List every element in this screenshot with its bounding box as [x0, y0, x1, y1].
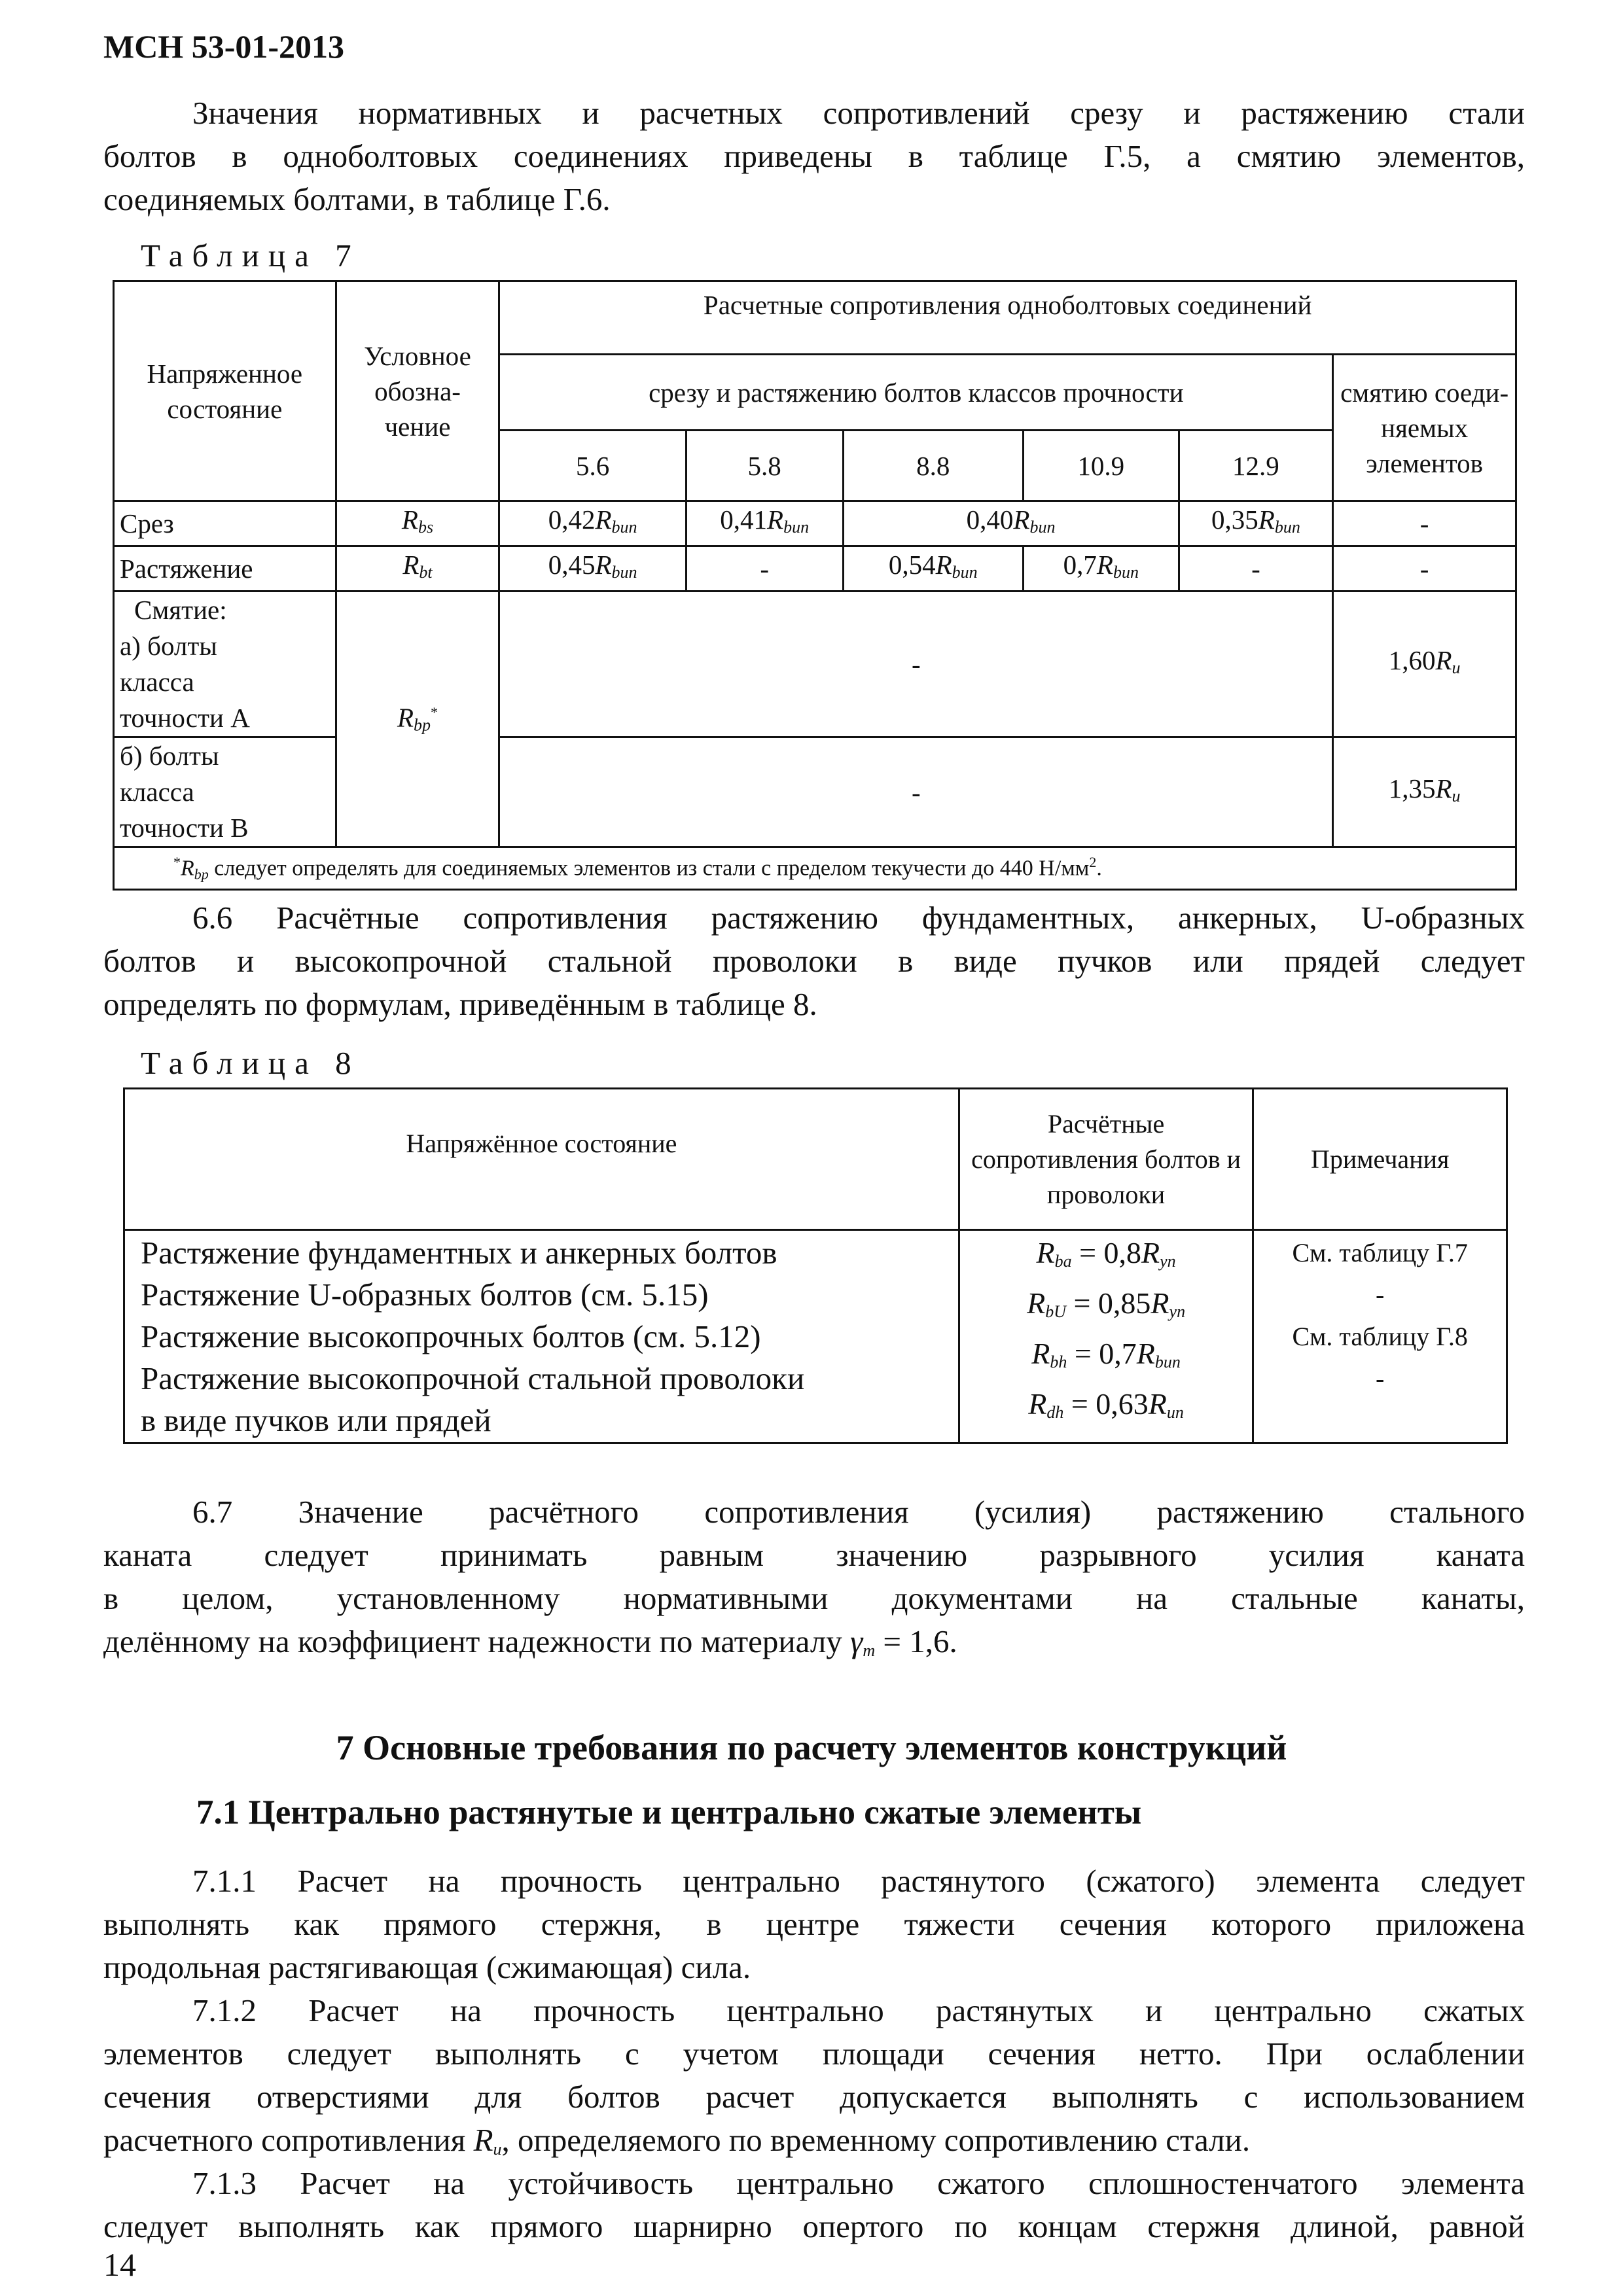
table8-state: Растяжение U-образных болтов (см. 5.15) — [141, 1277, 709, 1313]
table7-footnote: $^*R_{bp}$ следует определять для соединяемых элементов из стали с пределом текучести до 440 $Н/мм^2$. — [114, 847, 1516, 890]
table8-formula: $R_{bh} = 0,7R_{bun}$ — [1031, 1337, 1181, 1371]
paragraph-6-7 — [103, 1491, 1525, 1672]
table8-note: - — [1376, 1364, 1385, 1393]
table7-class: 12.9 — [1179, 431, 1333, 501]
table7-header-group: Расчетные сопротивления одноболтовых соединений — [499, 281, 1516, 355]
table7-cell-value: $0,7R_{bun}$ — [1024, 546, 1179, 592]
table7-cell-value: - — [686, 546, 843, 592]
intro-line: болтов в одноболтовых соединениях приведены в таблице Г.5, а смятию элементов, — [103, 138, 1525, 174]
table7-class: 8.8 — [843, 431, 1024, 501]
table8-formula: $R_{dh} = 0,63R_{un}$ — [1028, 1387, 1184, 1422]
table8-note: См. таблицу Г.8 — [1292, 1322, 1468, 1351]
page-number: 14 — [103, 2246, 136, 2283]
intro-line: соединяемых болтами, в таблице Г.6. — [103, 181, 611, 217]
table7-header-shear: срезу и растяжению болтов классов прочности — [499, 355, 1333, 431]
table7-row-crush-a — [114, 592, 1516, 737]
paragraph-line: каната следует принимать равным значению разрывного усилия каната — [103, 1537, 1525, 1573]
paragraph-line: сечения отверстиями для болтов расчет допускается выполнять с использованием — [103, 2079, 1525, 2115]
paragraph-line: 7.1.1 Расчет на прочность центрально растянутого (сжатого) элемента следует — [192, 1863, 1525, 1899]
table7-cell-value: $0,54R_{bun}$ — [843, 546, 1024, 592]
table7-caption: Таблица 7 — [141, 238, 361, 274]
table7-cell-empty: - — [499, 737, 1333, 847]
table8-header-notes: Примечания — [1253, 1089, 1507, 1230]
table7-cell-symbol: $R_{bp}^*$ — [336, 592, 499, 847]
paragraph-7-1-1 — [103, 1860, 1525, 1989]
table8-formula: $R_{bU} = 0,85R_{yn}$ — [1027, 1286, 1186, 1321]
table7-row-tension — [114, 546, 1516, 592]
table8-formula: $R_{ba} = 0,8R_{yn}$ — [1036, 1236, 1176, 1271]
table7-cell-value: $0,41R_{bun}$ — [686, 501, 843, 546]
table8-state: Растяжение фундаментных и анкерных болтов — [141, 1235, 777, 1271]
table7-header-symbol: Условное обозна-чение — [336, 281, 499, 501]
table7-cell-symbol: $R_{bt}$ — [336, 546, 499, 592]
table7-cell-state: б) болты класса точности В — [114, 737, 336, 847]
table7-cell-value: $0,40R_{bun}$ — [843, 501, 1179, 546]
table7-cell-bearing: $1,35R_u$ — [1333, 737, 1516, 847]
paragraph-6-6 — [103, 896, 1525, 1026]
paragraph-line: 6.7 Значение расчётного сопротивления (усилия) растяжению стального — [192, 1494, 1525, 1530]
paragraph-line: болтов и высокопрочной стальной проволоки в виде пучков или прядей следует — [103, 943, 1525, 979]
document-code: МСН 53-01-2013 — [103, 28, 344, 65]
paragraph-line: продольная растягивающая (сжимающая) сила. — [103, 1949, 751, 1985]
paragraph-line: делённому на коэффициент надежности по материалу $\gamma_m = 1,6$. — [103, 1623, 957, 1660]
table8-state: в виде пучков или прядей — [141, 1402, 491, 1438]
table7-cell-value: $0,45R_{bun}$ — [499, 546, 686, 592]
table7-cell-empty: - — [499, 592, 1333, 737]
table8-state: Растяжение высокопрочной стальной проволоки — [141, 1360, 805, 1396]
table7-class: 5.6 — [499, 431, 686, 501]
table8-states — [124, 1230, 959, 1443]
table8-header-resistance: Расчётные сопротивления болтов и проволоки — [959, 1089, 1253, 1230]
paragraph-line: расчетного сопротивления $R_u$, определяемого по временному сопротивлению стали. — [103, 2122, 1251, 2159]
table7-cell-state: Смятие: а) болты класса точности А — [114, 592, 336, 737]
table8-formulas — [959, 1230, 1253, 1443]
table7-cell-value: $0,42R_{bun}$ — [499, 501, 686, 546]
table7 — [113, 280, 1517, 891]
table7-class: 5.8 — [686, 431, 843, 501]
paragraph-line: выполнять как прямого стержня, в центре тяжести сечения которого приложена — [103, 1906, 1525, 1942]
paragraph-line: элементов следует выполнять с учетом площади сечения нетто. При ослаблении — [103, 2036, 1525, 2072]
table7-cell-bearing: - — [1333, 501, 1516, 546]
intro-line: Значения нормативных и расчетных сопротивлений срезу и растяжению стали — [192, 95, 1525, 131]
paragraph-line: 7.1.3 Расчет на устойчивость центрально сжатого сплошностенчатого элемента — [192, 2165, 1525, 2201]
table8 — [123, 1087, 1508, 1444]
table8-note: - — [1376, 1280, 1385, 1309]
table8-notes — [1253, 1230, 1507, 1443]
section-7-heading: 7 Основные требования по расчету элементов конструкций — [336, 1728, 1287, 1767]
table7-cell-bearing: - — [1333, 546, 1516, 592]
table7-header-bearing: смятию соеди-няемых элементов — [1333, 355, 1516, 501]
table8-note: См. таблицу Г.7 — [1292, 1238, 1468, 1267]
table7-cell-symbol: $R_{bs}$ — [336, 501, 499, 546]
paragraph-line: определять по формулам, приведённым в таблице 8. — [103, 986, 817, 1022]
table7-row-crush-b — [114, 737, 1516, 847]
table7-cell-state: Срез — [114, 501, 336, 546]
table8-state: Растяжение высокопрочных болтов (см. 5.12) — [141, 1318, 761, 1354]
table7-cell-value: $0,35R_{bun}$ — [1179, 501, 1333, 546]
paragraph-line: 7.1.2 Расчет на прочность центрально растянутых и центрально сжатых — [192, 1992, 1525, 2028]
table7-cell-bearing: $1,60R_u$ — [1333, 592, 1516, 737]
intro-paragraph — [103, 92, 1525, 221]
table7-header-state: Напряженное состояние — [114, 281, 336, 501]
table8-header-state: Напряжённое состояние — [124, 1089, 959, 1230]
paragraph-line: следует выполнять как прямого шарнирно опертого по концам стержня длиной, равной — [103, 2208, 1525, 2244]
section-7-1-heading: 7.1 Центрально растянутые и центрально сжатые элементы — [196, 1793, 1142, 1831]
table7-cell-state: Растяжение — [114, 546, 336, 592]
table7-row-shear — [114, 501, 1516, 546]
paragraph-7-1-2 — [103, 1989, 1525, 2171]
paragraph-line: в целом, установленному нормативными документами на стальные канаты, — [103, 1580, 1525, 1616]
paragraph-line: 6.6 Расчётные сопротивления растяжению фундаментных, анкерных, U-образных — [192, 900, 1525, 936]
paragraph-7-1-3 — [103, 2162, 1525, 2248]
table7-cell-value: - — [1179, 546, 1333, 592]
table7-class: 10.9 — [1024, 431, 1179, 501]
table8-caption: Таблица 8 — [141, 1045, 361, 1081]
